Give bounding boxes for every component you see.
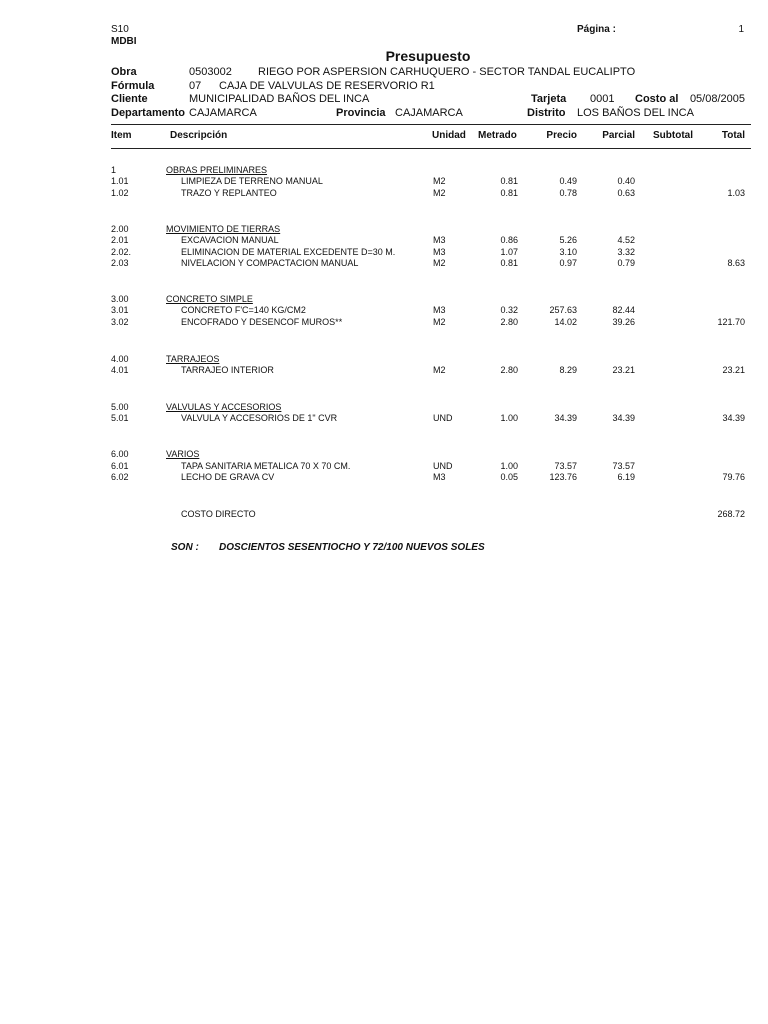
item-unit: M3 [433,472,446,482]
item-metrado: 2.80 [500,317,518,327]
item-code: 6.00 [111,449,129,459]
system-code: S10 [111,24,129,35]
item-code: 3.00 [111,294,129,304]
table-row [0,234,768,246]
col-subtotal: Subtotal [653,130,693,141]
table-row [0,471,768,483]
son-label: SON : [171,542,199,553]
item-parcial: 23.21 [612,365,635,375]
item-total: 23.21 [722,365,745,375]
item-unit: M3 [433,305,446,315]
item-code: 1 [111,165,117,175]
item-code: 5.01 [111,413,129,423]
item-description: CONCRETO F'C=140 KG/CM2 [181,305,306,315]
page-label: Página : [577,24,616,35]
item-description: TARRAJEO INTERIOR [181,365,274,375]
table-header [0,130,768,142]
obra-code: 0503002 [189,66,232,78]
item-unit: M2 [433,188,446,198]
formula-label: Fórmula [111,80,155,92]
distrito-value: LOS BAÑOS DEL INCA [577,107,694,119]
formula-code: 07 [189,80,202,92]
item-parcial: 0.63 [617,188,635,198]
item-unit: M2 [433,365,446,375]
item-metrado: 0.81 [500,258,518,268]
item-precio: 14.02 [554,317,577,327]
item-parcial: 0.40 [617,176,635,186]
item-parcial: 39.26 [612,317,635,327]
page-title: Presupuesto [385,48,471,64]
item-code: 2.02. [111,247,132,257]
item-unit: M2 [433,258,446,268]
item-code: 1.02 [111,188,129,198]
item-unit: M3 [433,247,446,257]
item-code: 3.02 [111,317,129,327]
item-parcial: 73.57 [612,461,635,471]
item-parcial: 6.19 [617,472,635,482]
item-parcial: 82.44 [612,305,635,315]
section-title: MOVIMIENTO DE TIERRAS [166,224,281,234]
item-parcial: 0.79 [617,258,635,268]
item-description: VALVULA Y ACCESORIOS DE 1" CVR [181,413,338,423]
item-metrado: 1.07 [500,247,518,257]
item-parcial: 4.52 [617,235,635,245]
item-precio: 34.39 [554,413,577,423]
item-description: LECHO DE GRAVA CV [181,472,275,482]
col-total: Total [721,130,745,141]
obra-label: Obra [111,66,137,78]
item-code: 6.02 [111,472,129,482]
section-title: CONCRETO SIMPLE [166,294,253,304]
item-unit: M2 [433,317,446,327]
table-row [0,257,768,269]
item-description: TAPA SANITARIA METALICA 70 X 70 CM. [181,461,351,471]
item-description: ELIMINACION DE MATERIAL EXCEDENTE D=30 M. [181,247,396,257]
item-parcial: 3.32 [617,247,635,257]
item-total: 1.03 [727,188,745,198]
table-row [0,412,768,424]
item-metrado: 1.00 [500,461,518,471]
formula-name: CAJA DE VALVULAS DE RESERVORIO R1 [219,80,435,92]
col-metrado: Metrado [478,130,517,141]
item-total: 121.70 [717,317,745,327]
item-parcial: 34.39 [612,413,635,423]
item-precio: 0.78 [559,188,577,198]
item-precio: 123.76 [549,472,577,482]
item-metrado: 0.32 [500,305,518,315]
item-metrado: 2.80 [500,365,518,375]
costo-directo-label: COSTO DIRECTO [181,509,256,519]
item-precio: 73.57 [554,461,577,471]
item-precio: 8.29 [559,365,577,375]
item-metrado: 0.81 [500,188,518,198]
item-total: 79.76 [722,472,745,482]
item-precio: 0.49 [559,176,577,186]
item-precio: 5.26 [559,235,577,245]
costo-directo-value: 268.72 [717,509,745,519]
item-description: TRAZO Y REPLANTEO [181,188,277,198]
item-code: 4.01 [111,365,129,375]
col-unidad: Unidad [432,130,466,141]
item-precio: 3.10 [559,247,577,257]
cliente-value: MUNICIPALIDAD BAÑOS DEL INCA [189,93,370,105]
item-precio: 257.63 [549,305,577,315]
item-precio: 0.97 [559,258,577,268]
col-item: Item [111,130,132,141]
item-code: 4.00 [111,354,129,364]
section-title: VARIOS [166,449,200,459]
section-row [0,448,768,460]
departamento-label: Departamento [111,107,185,119]
provincia-label: Provincia [336,107,386,119]
item-description: LIMPIEZA DE TERRENO MANUAL [181,176,323,186]
item-unit: M3 [433,235,446,245]
tarjeta-value: 0001 [590,93,615,105]
item-total: 8.63 [727,258,745,268]
tarjeta-label: Tarjeta [531,93,567,105]
item-metrado: 0.86 [500,235,518,245]
costo-date: 05/08/2005 [689,93,745,105]
col-parcial: Parcial [602,130,635,141]
costo-directo-row [0,508,768,520]
item-unit: M2 [433,176,446,186]
table-row [0,316,768,328]
item-description: NIVELACION Y COMPACTACION MANUAL [181,258,359,268]
item-code: 2.03 [111,258,129,268]
table-row [0,304,768,316]
item-metrado: 1.00 [500,413,518,423]
section-title: VALVULAS Y ACCESORIOS [166,402,282,412]
item-unit: UND [433,461,453,471]
item-code: 3.01 [111,305,129,315]
item-total: 34.39 [722,413,745,423]
col-precio: Precio [546,130,577,141]
table-row [0,364,768,376]
section-title: OBRAS PRELIMINARES [166,165,268,175]
provincia-value: CAJAMARCA [395,107,463,119]
obra-name: RIEGO POR ASPERSION CARHUQUERO - SECTOR TANDAL EUCALIPTO [258,66,636,78]
distrito-label: Distrito [527,107,566,119]
cliente-label: Cliente [111,93,148,105]
item-code: 6.01 [111,461,129,471]
amount-in-words: DOSCIENTOS SESENTIOCHO Y 72/100 NUEVOS SOLES [219,542,485,553]
item-description: ENCOFRADO Y DESENCOF MUROS** [181,317,343,327]
top-divider [111,124,751,125]
page-number: 1 [738,24,744,35]
item-metrado: 0.05 [500,472,518,482]
item-description: EXCAVACION MANUAL [181,235,279,245]
item-code: 5.00 [111,402,129,412]
table-row [0,187,768,199]
item-code: 2.01 [111,235,129,245]
costo-label: Costo al [635,93,679,105]
company-code: MDBI [111,36,137,47]
section-title: TARRAJEOS [166,354,220,364]
col-descripcion: Descripción [170,130,228,141]
item-metrado: 0.81 [500,176,518,186]
table-row [0,175,768,187]
departamento-value: CAJAMARCA [189,107,257,119]
item-code: 1.01 [111,176,129,186]
header-divider [111,148,751,149]
item-code: 2.00 [111,224,129,234]
item-unit: UND [433,413,453,423]
